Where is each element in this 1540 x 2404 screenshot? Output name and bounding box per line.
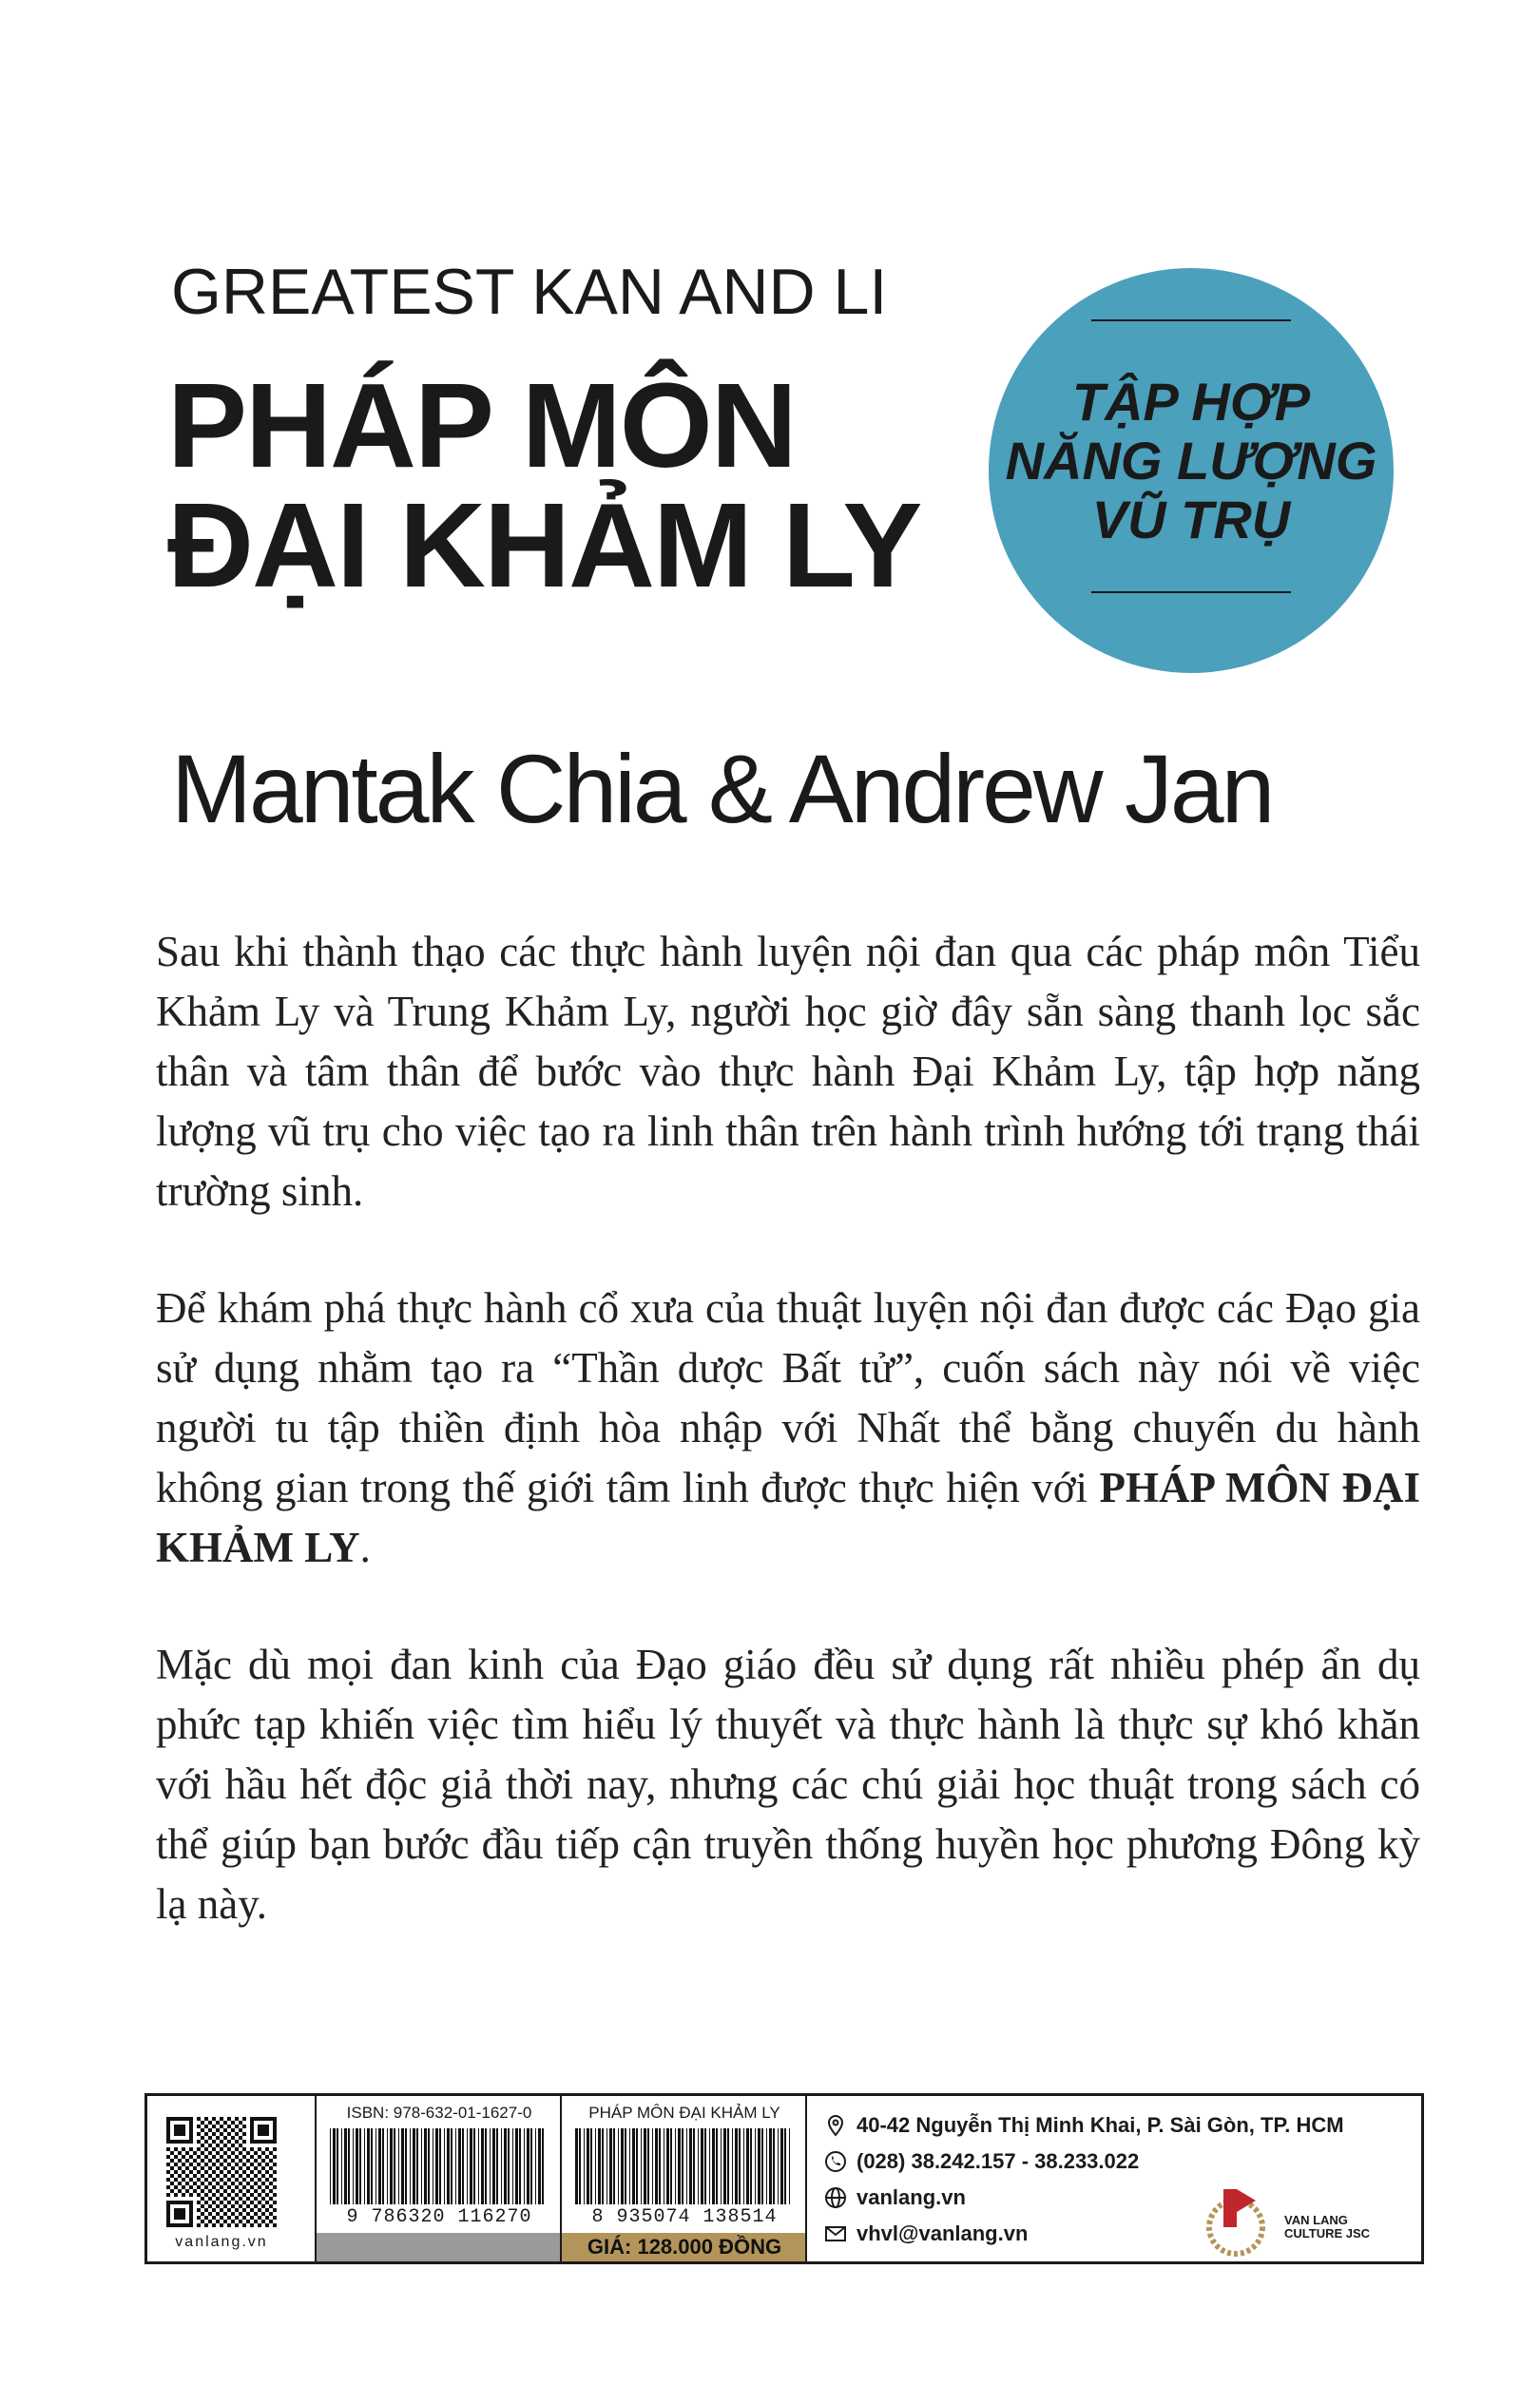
blurb-paragraph-2-text: Để khám phá thực hành cổ xưa của thuật luyện nội đan được các Đạo gia sử dụng nhằm tạo ra “Thần dược Bất tử”, cuốn sách này nói về việc người tu tập thiền định hòa nhập với Nhất thể bằng chuyến du hành không gian trong thế giới tâm linh được thực hiện với	[156, 1284, 1420, 1511]
badge-line-1: TẬP HỢP	[1071, 372, 1311, 432]
address-row	[824, 2113, 1344, 2138]
isbn-label: ISBN: 978-632-01-1627-0	[346, 2104, 532, 2122]
publisher-name	[1284, 2214, 1370, 2241]
blurb	[156, 922, 1420, 1991]
book-title	[167, 358, 921, 612]
ean-barcode-icon	[575, 2128, 794, 2204]
book-title-line-2: ĐẠI KHẢM LY	[167, 478, 921, 612]
publisher-emblem-icon	[1193, 2172, 1279, 2258]
isbn-barcode-panel	[315, 2096, 562, 2261]
location-icon	[824, 2114, 847, 2137]
book-title-line-1: PHÁP MÔN	[167, 358, 796, 492]
badge-rule-bottom	[1091, 591, 1291, 593]
publisher-logo	[1193, 2172, 1402, 2258]
blurb-paragraph-1: Sau khi thành thạo các thực hành luyện nội đan qua các pháp môn Tiểu Khảm Ly và Trung Khảm Ly, người học giờ đây sẵn sàng thanh lọc sắc thân và tâm thân để bước vào thực hành Đại Khảm Ly, tập hợp năng lượng vũ trụ cho việc tạo ra linh thân trên hành trình hướng tới trạng thái trường sinh.	[156, 928, 1420, 1215]
qr-label: vanlang.vn	[175, 2234, 268, 2250]
contact-panel	[805, 2096, 1423, 2261]
publisher-name-line-2: CULTURE JSC	[1284, 2226, 1371, 2241]
email-row[interactable]	[824, 2221, 1028, 2246]
isbn-strip	[317, 2233, 562, 2261]
blurb-paragraph-2-end: .	[359, 1524, 371, 1571]
address-text: 40-42 Nguyễn Thị Minh Khai, P. Sài Gòn, TP. HCM	[857, 2113, 1344, 2137]
phone-icon	[824, 2150, 847, 2173]
blurb-paragraph-2	[156, 1279, 1420, 1578]
badge-rule-top	[1091, 319, 1291, 321]
theme-badge	[989, 268, 1394, 673]
badge-line-2: NĂNG LƯỢNG	[1005, 431, 1377, 490]
ean-digits: 8 935074 138514	[591, 2206, 778, 2228]
publisher-name-line-1: VAN LANG	[1284, 2213, 1348, 2227]
phone-row	[824, 2149, 1139, 2174]
series-title: GREATEST KAN AND LI	[171, 256, 888, 328]
publisher-footer	[144, 2093, 1424, 2264]
phone-text: (028) 38.242.157 - 38.233.022	[857, 2149, 1140, 2173]
barcode-title-label: PHÁP MÔN ĐẠI KHẢM LY	[588, 2104, 780, 2122]
isbn-digits: 9 786320 116270	[346, 2206, 532, 2228]
price-label: GIÁ: 128.000 ĐỒNG	[562, 2233, 807, 2261]
globe-icon	[824, 2186, 847, 2209]
qr-code-icon	[166, 2117, 277, 2227]
isbn-barcode-icon	[330, 2128, 549, 2204]
website-link[interactable]: vanlang.vn	[857, 2185, 966, 2209]
mail-icon	[824, 2222, 847, 2245]
website-row[interactable]	[824, 2185, 966, 2210]
blurb-emphasis: PHÁP MÔN ĐẠI KHẢM LY	[156, 1464, 1420, 1571]
ean-barcode-panel	[560, 2096, 807, 2261]
email-link[interactable]: vhvl@vanlang.vn	[857, 2221, 1029, 2245]
authors: Mantak Chia & Andrew Jan	[171, 735, 1273, 843]
blurb-paragraph-3: Mặc dù mọi đan kinh của Đạo giáo đều sử dụng rất nhiều phép ẩn dụ phức tạp khiến việc tìm hiểu lý thuyết và thực hành là thực sự khó khăn với hầu hết độc giả thời nay, nhưng các chú giải học thuật trong sách có thể giúp bạn bước đầu tiếp cận truyền thống huyền học phương Đông kỳ lạ này.	[156, 1641, 1420, 1928]
badge-line-3: VŨ TRỤ	[1091, 490, 1291, 549]
